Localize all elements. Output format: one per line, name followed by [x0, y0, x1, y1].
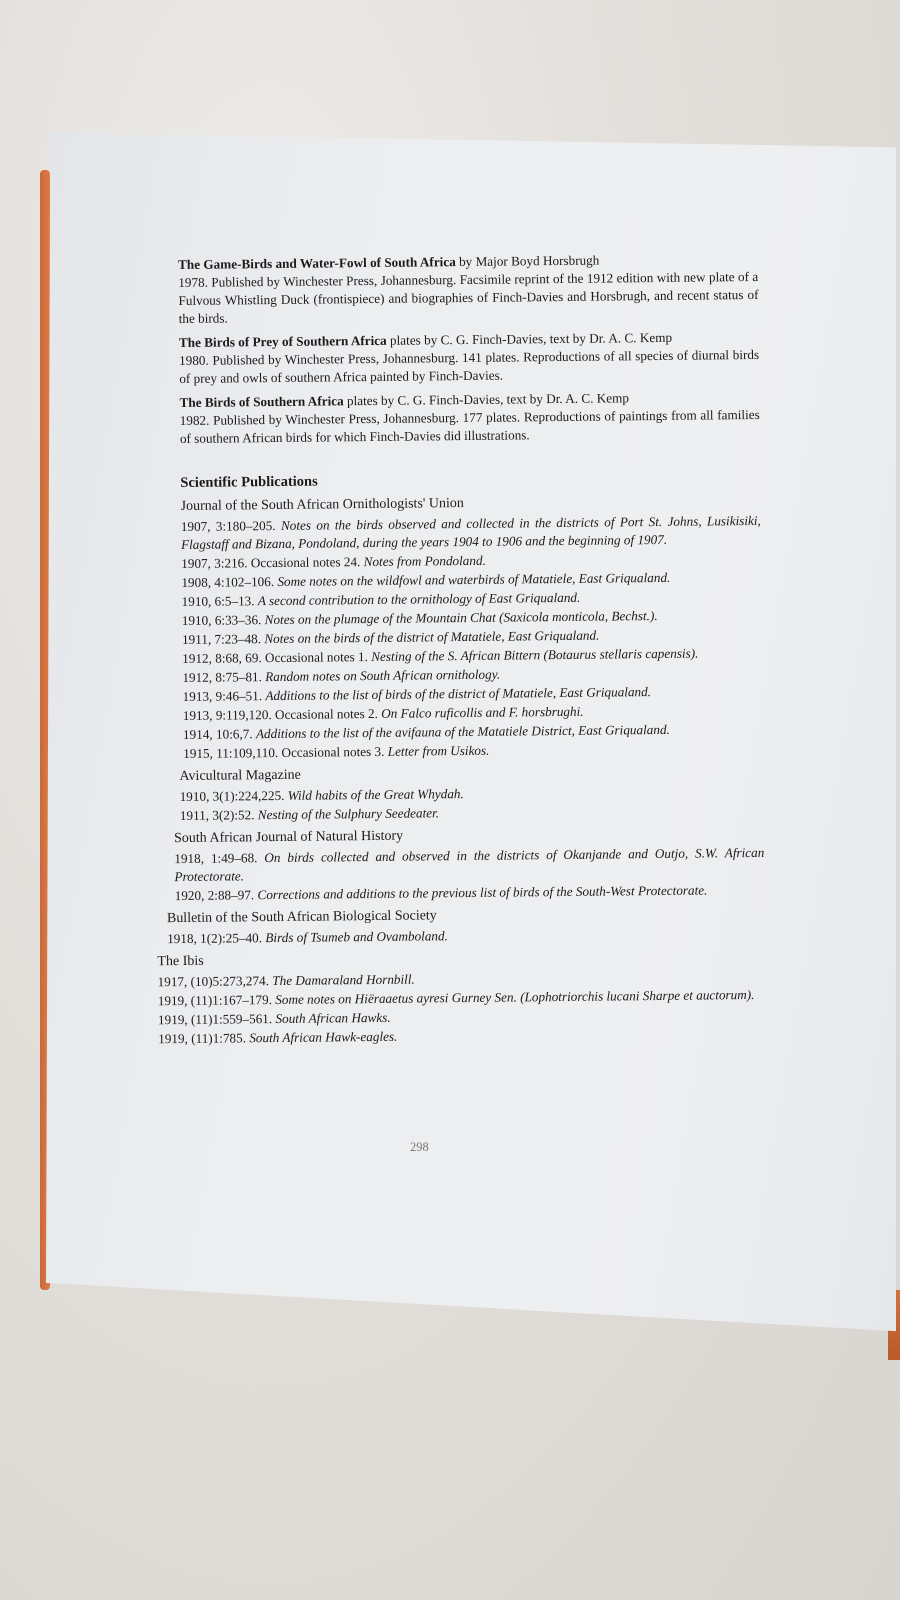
publication-title: On Falco ruficollis and F. horsbrughi.	[381, 703, 584, 721]
book-description: 1978. Published by Winchester Press, Johannesburg. Facsimile reprint of the 1912 edition with new plate of a Fulvous Whistling Duck (frontispiece) and biographies of Finch-Davies and Horsbrugh, and recent status of the birds.	[178, 268, 759, 326]
journal-name: Journal of the South African Ornithologists' Union	[180, 496, 464, 514]
book-entry	[179, 328, 760, 388]
publication-ref: 1913, 9:46–51.	[182, 688, 263, 704]
journal-group	[157, 947, 766, 1048]
publication-title: Random notes on South African ornithology.	[265, 666, 501, 685]
book-entry	[178, 250, 759, 328]
publication-title: On birds collected and observed in the districts of Okanjande and Outjo, S.W. African Protectorate.	[174, 844, 765, 885]
publication-ref: 1917, (10)5:273,274.	[157, 973, 270, 990]
publication-ref: 1908, 4:102–106.	[181, 574, 275, 590]
book-credit: plates by C. G. Finch-Davies, text by Dr. A. C. Kemp	[389, 329, 673, 348]
publication-title: Some notes on Hiëraaetus ayresi Gurney Sen. (Lophotriorchis lucani Sharpe et auctorum).	[275, 987, 755, 1008]
publication-ref: 1912, 8:75–81.	[182, 669, 262, 685]
journal-group	[174, 824, 765, 905]
journal-group	[167, 904, 765, 948]
journal-name: South African Journal of Natural History	[174, 828, 404, 847]
publication-ref: 1912, 8:68, 69. Occasional notes 1.	[182, 649, 368, 666]
journal-group	[181, 492, 764, 763]
publication-ref: 1920, 2:88–97.	[174, 887, 255, 904]
publication-item	[167, 924, 765, 948]
publication-title: Nesting of the Sulphury Seedeater.	[257, 805, 440, 823]
book-credit: plates by C. G. Finch-Davies, text by Dr. A. C. Kemp	[346, 390, 630, 409]
publication-title: A second contribution to the ornithology of East Griqualand.	[257, 589, 581, 609]
section-heading: Scientific Publications	[180, 473, 318, 491]
book-title: The Game-Birds and Water-Fowl of South Africa	[178, 254, 456, 272]
publication-ref: 1913, 9:119,120. Occasional notes 2.	[182, 705, 378, 723]
publication-ref: 1911, 3(2):52.	[179, 807, 255, 824]
book-credit: by Major Boyd Horsbrugh	[458, 252, 600, 270]
publication-title: Some notes on the wildfowl and waterbirds of Matatiele, East Griqualand.	[277, 569, 671, 589]
publication-title: Corrections and additions to the previous list of birds of the South-West Protectorate.	[257, 882, 708, 903]
publication-title: Notes on the plumage of the Mountain Chat (Saxicola monticola, Bechst.).	[264, 607, 658, 628]
book-description: 1982. Published by Winchester Press, Johannesburg. 177 plates. Reproductions of paintings from all families of southern African birds for which Finch-Davies did illustrations.	[179, 406, 760, 446]
publication-ref: 1911, 7:23–48.	[181, 631, 262, 647]
publication-title: Notes on the birds observed and collected in the districts of Port St. Johns, Lusikisiki, Flagstaff and Bizana, Pondoland, during the years 1904 to 1906 and the beginning of 1907.	[180, 512, 761, 552]
book-title: The Birds of Southern Africa	[179, 393, 344, 410]
book-title: The Birds of Prey of Southern Africa	[178, 332, 387, 350]
publication-ref: 1910, 6:33–36.	[181, 612, 262, 628]
publication-item	[174, 844, 764, 886]
publication-title: Notes on the birds of the district of Matatiele, East Griqualand.	[264, 627, 600, 647]
page-number: 298	[410, 1140, 429, 1154]
publication-title: Wild habits of the Great Whydah.	[287, 786, 464, 803]
publication-title: Nesting of the S. African Bittern (Botaurus stellaris capensis).	[371, 645, 699, 664]
publication-ref: 1907, 3:180–205.	[180, 517, 276, 534]
publication-title: Letter from Usikos.	[387, 742, 490, 759]
journal-name: Avicultural Magazine	[179, 767, 301, 785]
publication-ref: 1915, 11:109,110. Occasional notes 3.	[183, 743, 385, 761]
publication-item	[181, 512, 761, 554]
publication-ref: 1919, (11)1:167–179.	[157, 992, 273, 1009]
journal-name: Bulletin of the South African Biological Society	[166, 908, 437, 927]
publication-title: Additions to the list of birds of the district of Matatiele, East Griqualand.	[265, 684, 652, 704]
publication-ref: 1918, 1(2):25–40.	[167, 930, 263, 947]
publication-title: The Damaraland Hornbill.	[272, 971, 415, 989]
book-entry	[179, 388, 760, 448]
publication-ref: 1919, (11)1:559–561.	[157, 1011, 273, 1028]
journal-group	[179, 762, 764, 825]
publication-title: South African Hawks.	[275, 1009, 391, 1027]
publication-ref: 1910, 3(1):224,225.	[179, 787, 285, 805]
publication-title: Additions to the list of the avifauna of the Matatiele District, East Griqualand.	[255, 721, 670, 742]
publication-title: Notes from Pondoland.	[363, 552, 486, 570]
publication-ref: 1910, 6:5–13.	[181, 593, 255, 609]
publication-title: Birds of Tsumeb and Ovamboland.	[265, 928, 448, 946]
publication-ref: 1914, 10:6,7.	[182, 726, 253, 742]
publication-title: South African Hawk-eagles.	[249, 1028, 398, 1046]
journal-name: The Ibis	[157, 953, 204, 970]
publication-ref: 1918, 1:49–68.	[174, 850, 258, 867]
book-description: 1980. Published by Winchester Press, Johannesburg. 141 plates. Reproductions of all species of diurnal birds of prey and owls of southern Africa painted by Finch-Davies.	[179, 346, 760, 386]
page-content	[157, 250, 766, 1049]
publication-ref: 1907, 3:216. Occasional notes 24.	[181, 554, 361, 571]
publication-ref: 1919, (11)1:785.	[158, 1030, 247, 1047]
